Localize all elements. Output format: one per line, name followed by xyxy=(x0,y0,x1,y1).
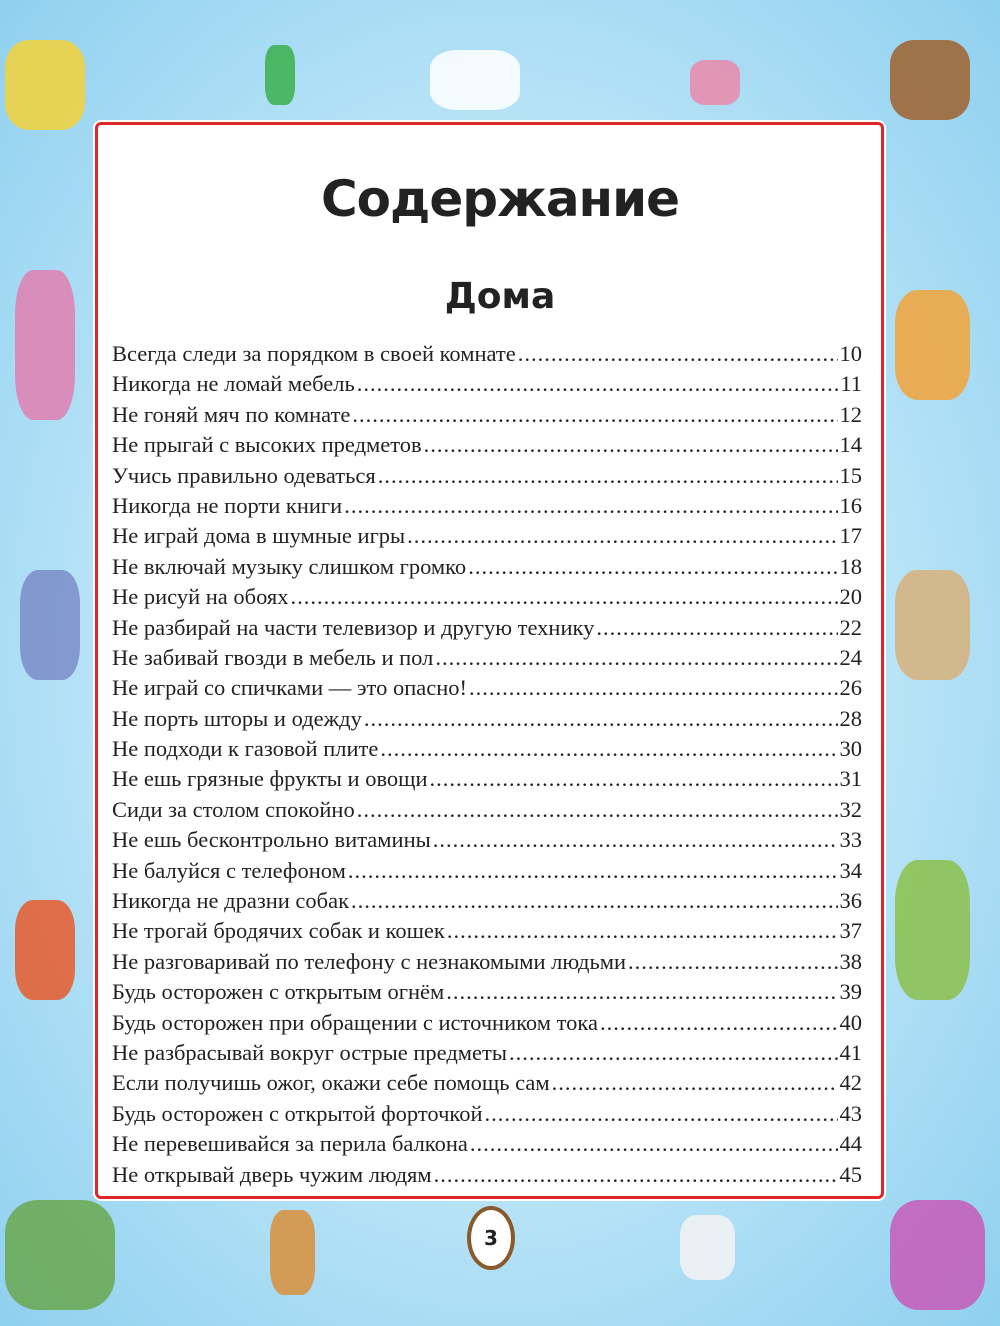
toc-entry[interactable] xyxy=(112,1162,862,1192)
dot-leader xyxy=(433,827,838,853)
toc-entry-page: 32 xyxy=(839,796,862,822)
dot-leader xyxy=(552,1070,838,1096)
toc-entry[interactable] xyxy=(112,675,862,705)
toc-entry-page: 42 xyxy=(839,1070,862,1096)
dot-leader xyxy=(484,1101,837,1127)
dot-leader xyxy=(348,858,838,884)
dot-leader xyxy=(600,1010,838,1036)
dot-leader xyxy=(469,675,837,701)
dot-leader xyxy=(518,341,838,367)
dot-leader xyxy=(364,706,838,732)
toc-entry[interactable] xyxy=(112,615,862,645)
toc-entry-title: Не перевешивайся за перила балкона xyxy=(112,1131,468,1157)
toc-entry[interactable] xyxy=(112,645,862,675)
toc-entry-title: Никогда не ломай мебель xyxy=(112,371,355,397)
dot-leader xyxy=(357,371,839,397)
table-of-contents xyxy=(112,341,862,1192)
page-number xyxy=(467,1206,515,1270)
dot-leader xyxy=(291,584,838,610)
toc-entry-title: Никогда не порти книги xyxy=(112,492,343,518)
toc-entry-title: Не трогай бродячих собак и кошек xyxy=(112,918,445,944)
toc-entry-page: 33 xyxy=(839,827,862,853)
dot-leader xyxy=(378,463,838,489)
toc-entry-title: Всегда следи за порядком в своей комнате xyxy=(112,341,516,366)
toc-entry[interactable] xyxy=(112,341,862,371)
toc-entry[interactable] xyxy=(112,736,862,766)
toc-entry[interactable] xyxy=(112,766,862,796)
dot-leader xyxy=(430,766,838,792)
toc-entry-title: Сиди за столом спокойно xyxy=(112,796,355,822)
toc-entry-title: Не порть шторы и одежду xyxy=(112,705,362,731)
toc-entry-page: 11 xyxy=(840,371,862,397)
dot-leader xyxy=(357,797,838,823)
dot-leader xyxy=(468,554,837,580)
toc-entry-title: Не гоняй мяч по комнате xyxy=(112,401,351,427)
tv-illustration xyxy=(15,900,75,1000)
dot-leader xyxy=(344,493,837,519)
toc-entry[interactable] xyxy=(112,1070,862,1100)
toc-entry-page: 17 xyxy=(839,523,862,549)
toc-entry-title: Будь осторожен с открытым огнём xyxy=(112,979,445,1005)
dot-leader xyxy=(447,918,838,944)
lamp-illustration xyxy=(265,45,295,105)
dot-leader xyxy=(424,432,838,458)
dot-leader xyxy=(446,979,837,1005)
toc-entry-title: Не забивай гвозди в мебель и пол xyxy=(112,644,434,670)
toc-entry-page: 36 xyxy=(839,888,862,914)
toc-entry-page: 45 xyxy=(839,1161,862,1187)
toc-entry-page: 31 xyxy=(839,766,862,792)
toc-entry-page: 15 xyxy=(839,462,862,488)
toc-entry[interactable] xyxy=(112,797,862,827)
toc-entry[interactable] xyxy=(112,371,862,401)
toc-entry-page: 20 xyxy=(839,584,862,610)
toc-entry[interactable] xyxy=(112,432,862,462)
toc-entry-page: 43 xyxy=(839,1100,862,1126)
toc-entry-page: 39 xyxy=(839,979,862,1005)
toc-entry-page: 26 xyxy=(839,675,862,701)
toc-entry[interactable] xyxy=(112,523,862,553)
toc-entry-page: 12 xyxy=(839,401,862,427)
toc-entry-title: Учись правильно одеваться xyxy=(112,462,376,488)
toc-entry-title: Будь осторожен с открытой форточкой xyxy=(112,1100,483,1126)
toc-entry[interactable] xyxy=(112,1131,862,1161)
toc-entry[interactable] xyxy=(112,1010,862,1040)
page-title: Содержание xyxy=(320,170,680,228)
toc-entry-page: 41 xyxy=(839,1039,862,1065)
toc-entry-title: Не играй дома в шумные игры xyxy=(112,523,406,549)
dot-leader xyxy=(352,402,837,428)
toc-entry-page: 28 xyxy=(839,705,862,731)
bear-illustration xyxy=(890,40,970,120)
toc-entry[interactable] xyxy=(112,584,862,614)
toc-entry[interactable] xyxy=(112,918,862,948)
toc-entry-title: Если получишь ожог, окажи себе помощь сам xyxy=(112,1070,550,1096)
dot-leader xyxy=(628,949,837,975)
dot-leader xyxy=(435,645,837,671)
toc-entry-title: Будь осторожен при обращении с источником тока xyxy=(112,1009,598,1035)
section-title: Дома xyxy=(444,276,556,317)
toc-entry[interactable] xyxy=(112,402,862,432)
toc-entry-title: Не играй со спичками — это опасно! xyxy=(112,675,468,701)
cat-armchair-illustration xyxy=(890,1200,985,1310)
toc-entry-page: 14 xyxy=(839,432,862,458)
rocking-horse-illustration xyxy=(895,570,970,680)
page-number-text: 3 xyxy=(484,1226,498,1250)
turtle-illustration xyxy=(5,1200,115,1310)
dot-leader xyxy=(351,888,837,914)
dot-leader xyxy=(380,736,837,762)
toc-entry[interactable] xyxy=(112,949,862,979)
toc-entry-title: Не разговаривай по телефону с незнакомыми людьми xyxy=(112,948,627,974)
wardrobe-illustration xyxy=(270,1210,315,1295)
goose-illustration xyxy=(895,860,970,1000)
toc-entry-title: Не открывай дверь чужим людям xyxy=(112,1161,432,1187)
cat-cook-illustration xyxy=(20,570,80,680)
dot-leader xyxy=(407,523,837,549)
toc-entry-page: 38 xyxy=(839,948,862,974)
toc-entry-title: Не ешь бесконтрольно витамины xyxy=(112,827,431,853)
toc-entry[interactable] xyxy=(112,1101,862,1131)
toc-entry[interactable] xyxy=(112,858,862,888)
toc-entry-title: Не прыгай с высоких предметов xyxy=(112,432,422,458)
toc-entry-page: 16 xyxy=(839,492,862,518)
toc-entry-title: Не разбрасывай вокруг острые предметы xyxy=(112,1039,507,1065)
toc-entry[interactable] xyxy=(112,1040,862,1070)
bed-illustration xyxy=(5,40,85,130)
dot-leader xyxy=(509,1040,838,1066)
toc-entry-title: Не рисуй на обоях xyxy=(112,584,289,610)
dot-leader xyxy=(434,1162,838,1188)
toc-entry-title: Не подходи к газовой плите xyxy=(112,736,379,762)
dot-leader xyxy=(596,615,837,641)
toc-entry-page: 18 xyxy=(839,553,862,579)
toc-entry[interactable] xyxy=(112,554,862,584)
dot-leader xyxy=(470,1131,838,1157)
toc-entry-page: 44 xyxy=(839,1131,862,1157)
toc-entry-title: Не разбирай на части телевизор и другую технику xyxy=(112,614,595,640)
toc-entry[interactable] xyxy=(112,493,862,523)
toc-entry[interactable] xyxy=(112,827,862,857)
toc-entry-title: Не включай музыку слишком громко xyxy=(112,553,467,579)
table-illustration xyxy=(430,50,520,110)
toc-entry-title: Не ешь грязные фрукты и овощи xyxy=(112,766,428,792)
toc-entry-title: Никогда не дразни собак xyxy=(112,888,350,914)
washing-machine-illustration xyxy=(680,1215,735,1280)
toc-entry-page: 37 xyxy=(839,918,862,944)
toc-entry-page: 24 xyxy=(839,644,862,670)
toc-entry[interactable] xyxy=(112,979,862,1009)
toc-entry-page: 40 xyxy=(839,1009,862,1035)
toc-entry-page: 30 xyxy=(839,736,862,762)
toc-entry-page: 34 xyxy=(839,857,862,883)
toc-entry-page: 22 xyxy=(839,614,862,640)
toc-entry[interactable] xyxy=(112,888,862,918)
toc-entry-page: 10 xyxy=(839,341,862,366)
toc-entry[interactable] xyxy=(112,463,862,493)
telephone-illustration xyxy=(690,60,740,105)
toc-entry[interactable] xyxy=(112,706,862,736)
toc-entry-title: Не балуйся с телефоном xyxy=(112,857,346,883)
